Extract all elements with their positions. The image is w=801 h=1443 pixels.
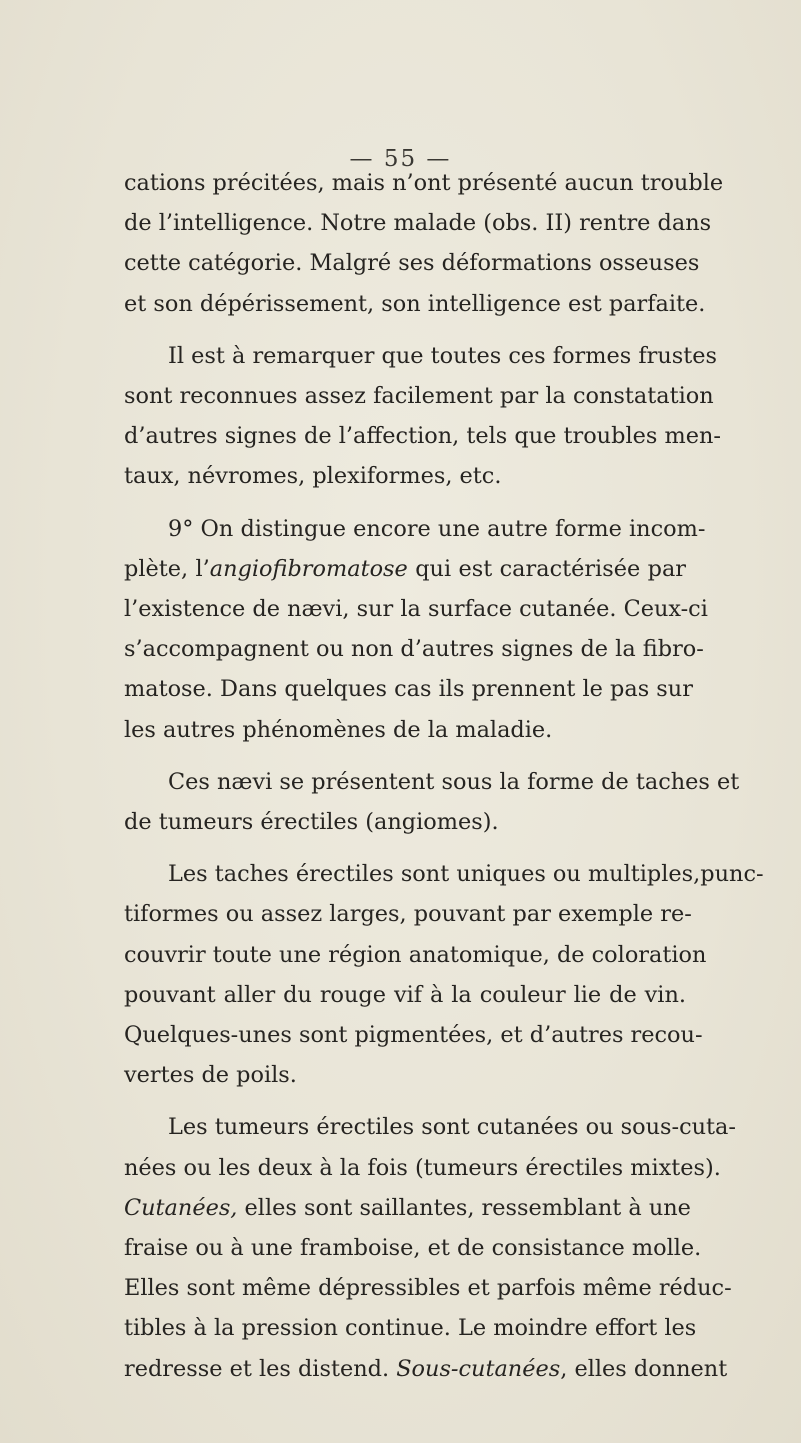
text-line: d’autres signes de l’affection, tels que troubles men-	[124, 423, 721, 450]
text-line: tibles à la pression continue. Le moindre effort les	[124, 1315, 697, 1342]
text-line: sont reconnues assez facilement par la constatation	[124, 383, 714, 410]
text-line: fraise ou à une framboise, et de consistance molle.	[124, 1235, 702, 1262]
text-line: nées ou les deux à la fois (tumeurs érectiles mixtes).	[124, 1154, 721, 1181]
text-line: s’accompagnent ou non d’autres signes de la fibro-	[124, 636, 704, 663]
text-line: cations précitées, mais n’ont présenté aucun trouble	[124, 170, 724, 196]
text-line: cette catégorie. Malgré ses déformations osseuses	[124, 250, 700, 277]
text-line-with-italic: redresse et les distend. Sous-cutanées, elles donnent	[124, 1355, 728, 1382]
text-line: Les tumeurs érectiles sont cutanées ou sous-cuta-	[168, 1114, 736, 1141]
text-line: les autres phénomènes de la maladie.	[124, 716, 553, 743]
text-line: pouvant aller du rouge vif à la couleur lie de vin.	[124, 981, 686, 1008]
paragraph-4	[124, 762, 740, 842]
text-line: de tumeurs érectiles (angiomes).	[124, 809, 499, 836]
text-line: et son dépérissement, son intelligence est parfaite.	[124, 290, 706, 317]
text-line-with-italic: Cutanées, elles sont saillantes, ressemblant à une	[124, 1194, 691, 1221]
italic-term: Cutanées,	[124, 1194, 238, 1221]
text-line: l’existence de nævi, sur la surface cutanée. Ceux-ci	[124, 596, 708, 623]
text-line: tiformes ou assez larges, pouvant par exemple re-	[124, 901, 692, 928]
paragraph-2	[124, 336, 721, 497]
paragraph-5	[124, 854, 764, 1095]
text-line: matose. Dans quelques cas ils prennent le pas sur	[124, 676, 693, 703]
text-line: Ces nævi se présentent sous la forme de taches et	[168, 768, 740, 795]
paragraph-6	[124, 1107, 736, 1388]
text-line: vertes de poils.	[124, 1062, 297, 1089]
text-line: Il est à remarquer que toutes ces formes frustes	[168, 342, 717, 369]
text-line: Elles sont même dépressibles et parfois même réduc-	[124, 1275, 732, 1302]
text-line: taux, névromes, plexiformes, etc.	[124, 463, 502, 490]
text-line: de l’intelligence. Notre malade (obs. II) rentre dans	[124, 210, 712, 237]
text-line: 9° On distingue encore une autre forme incom-	[168, 515, 706, 542]
italic-term: angiofibromatose	[209, 555, 408, 582]
italic-term: Sous-cutanées	[396, 1355, 561, 1382]
text-line: Les taches érectiles sont uniques ou multiples,punc-	[168, 861, 764, 888]
text-line: Quelques-unes sont pigmentées, et d’autres recou-	[124, 1022, 703, 1049]
text-line: couvrir toute une région anatomique, de coloration	[124, 941, 707, 968]
text-line-with-italic: plète, l’angiofibromatose qui est caractérisée par	[124, 555, 686, 582]
body-text	[124, 163, 764, 1401]
paragraph-3	[124, 509, 708, 750]
page-number: — 55 —	[349, 146, 452, 172]
paragraph-1	[124, 163, 724, 324]
